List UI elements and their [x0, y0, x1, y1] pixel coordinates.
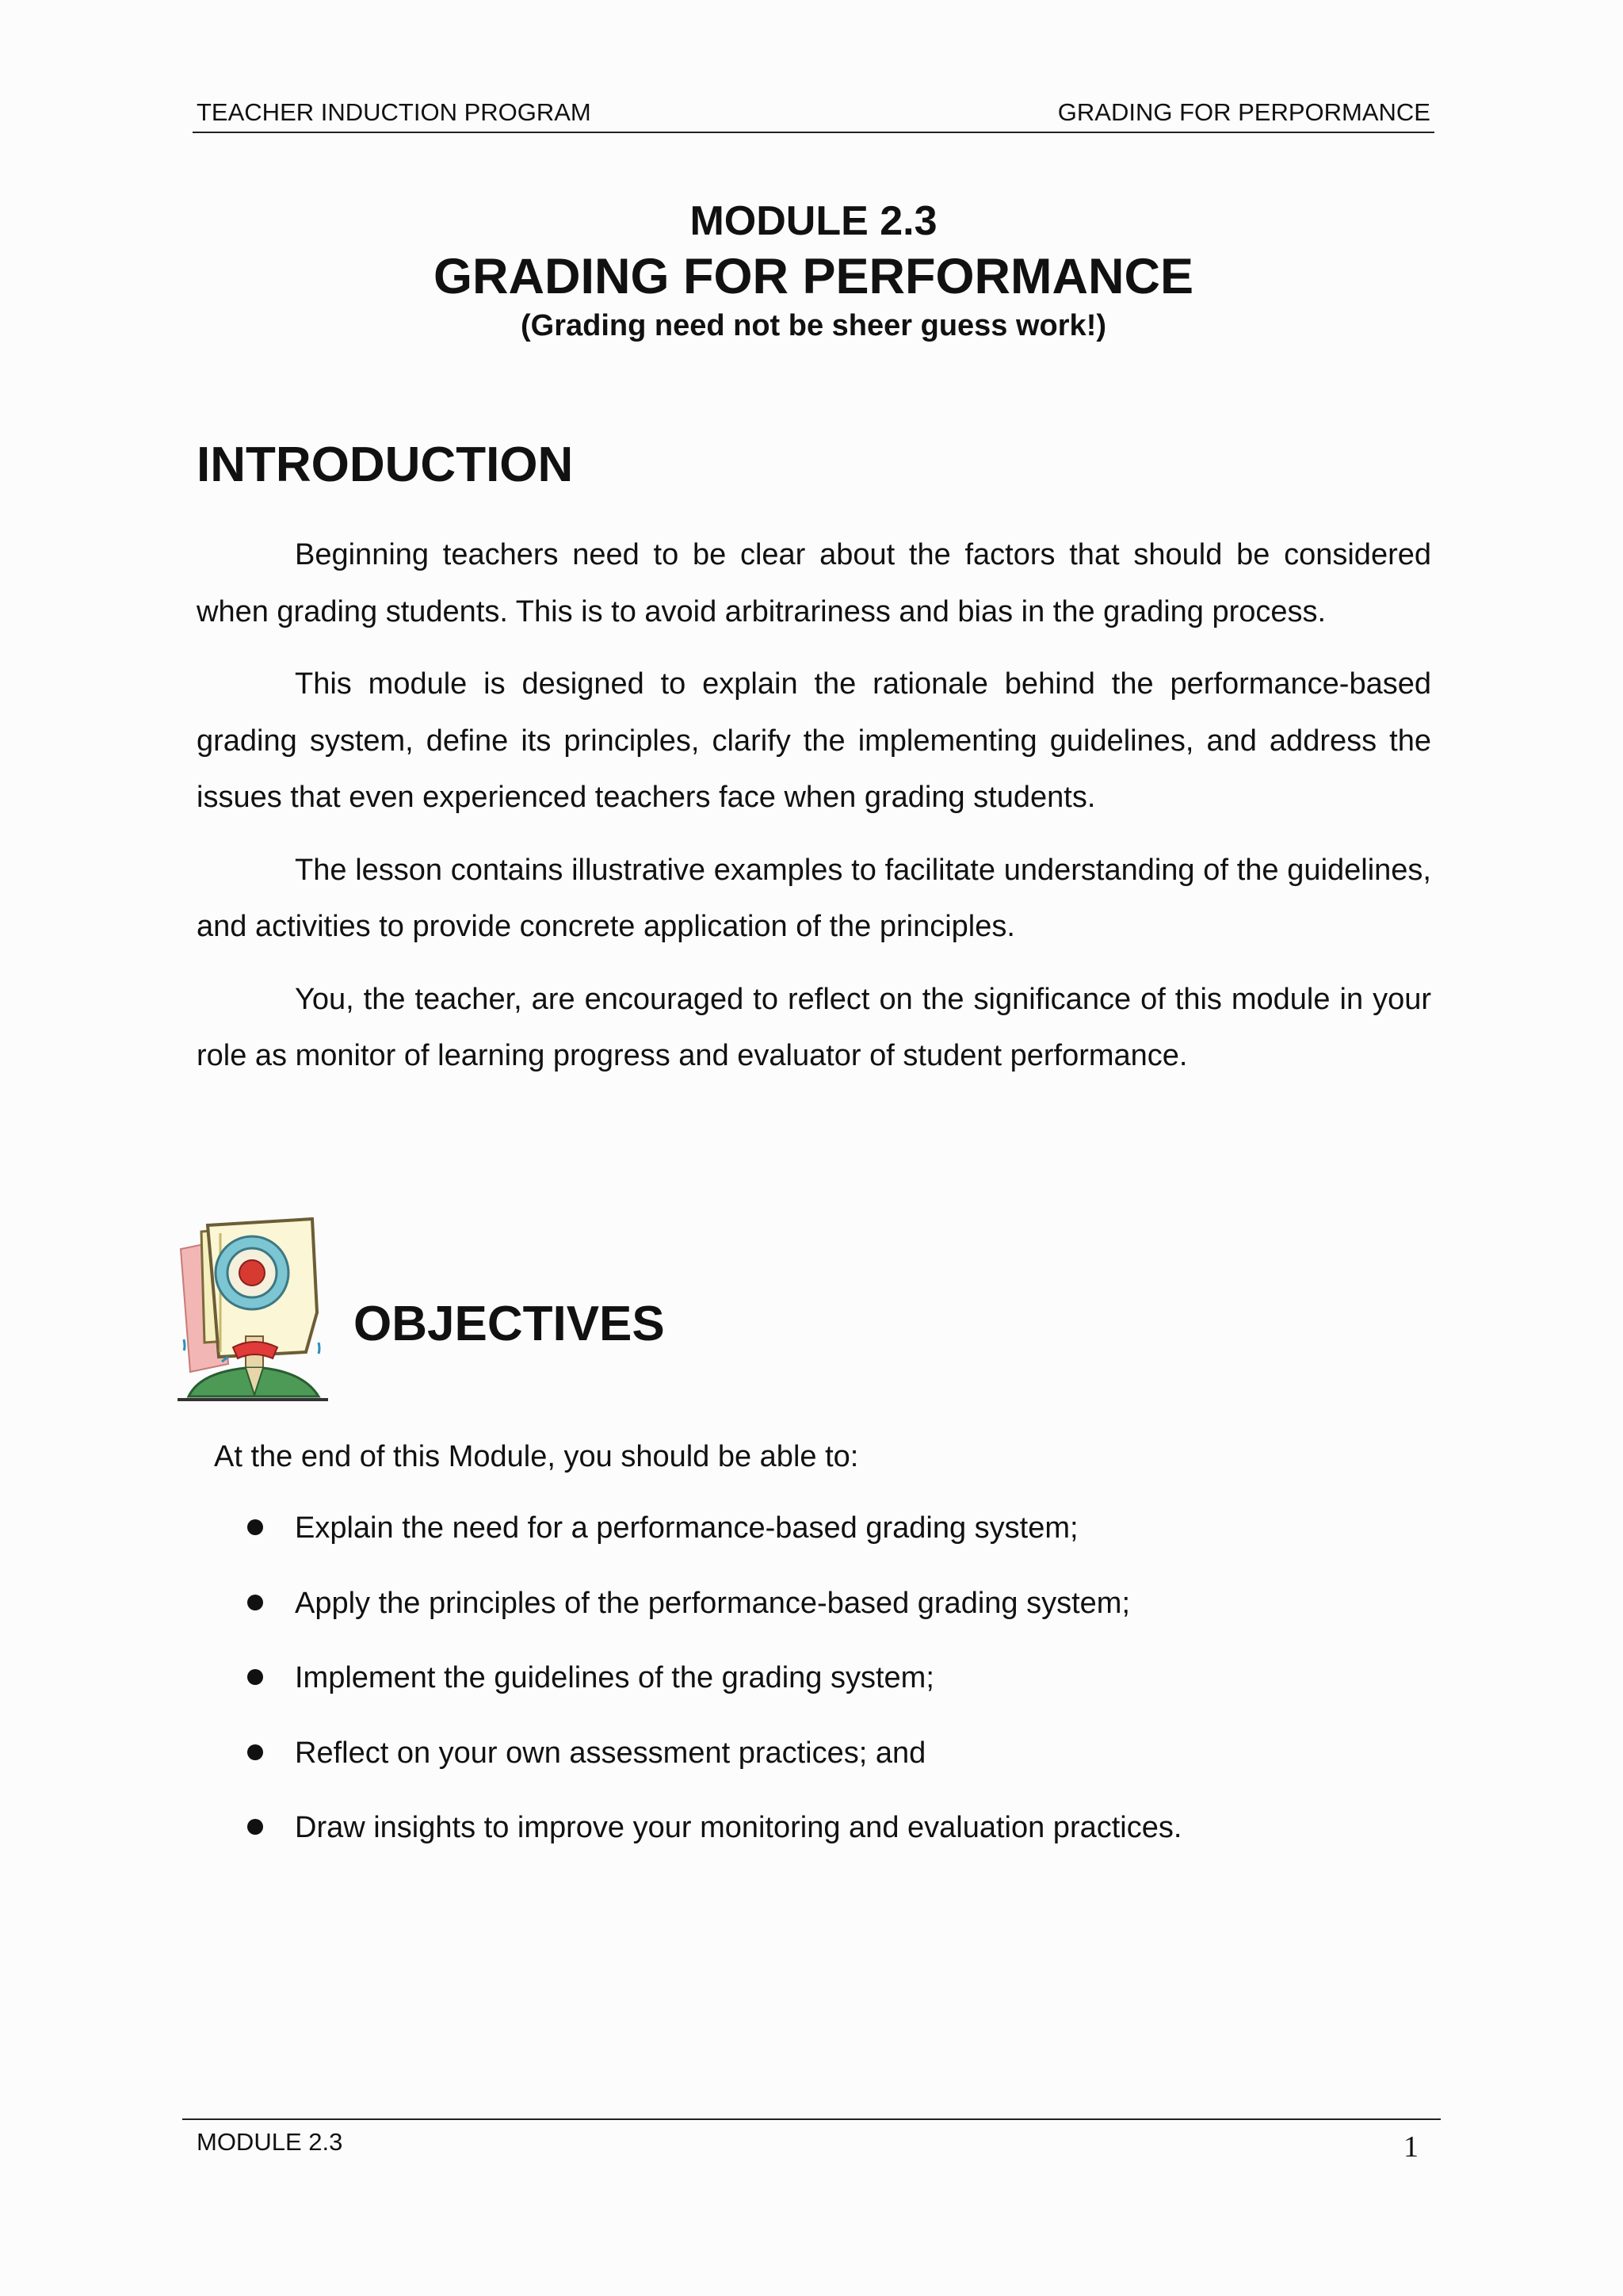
- intro-paragraph: This module is designed to explain the rationale behind the performance-based grading system, define its principles, clarify the implementing guidelines, and address the issues that even experienced teachers face when grading students.: [197, 667, 1431, 814]
- page-title: GRADING FOR PERFORMANCE: [433, 249, 1193, 304]
- objectives-intro: At the end of this Module, you should be able to:: [214, 1440, 859, 1473]
- objective-text: Implement the guidelines of the grading system;: [295, 1661, 934, 1694]
- bullet-icon: [247, 1744, 263, 1760]
- bullet-icon: [247, 1595, 263, 1610]
- list-item: [197, 1656, 1433, 1731]
- footer-module-label: MODULE 2.3: [197, 2128, 343, 2156]
- page-footer: [182, 2118, 1441, 2168]
- bullet-icon: [247, 1519, 263, 1535]
- objectives-list: [197, 1506, 1433, 1881]
- intro-paragraph: You, the teacher, are encouraged to reflect on the significance of this module in your role as monitor of learning progress and evaluator of student performance.: [197, 982, 1431, 1072]
- objective-text: Explain the need for a performance-based grading system;: [295, 1511, 1079, 1545]
- objective-text: Draw insights to improve your monitoring and evaluation practices.: [295, 1811, 1182, 1844]
- header-program-title: TEACHER INDUCTION PROGRAM: [197, 98, 591, 126]
- list-item: [197, 1506, 1433, 1581]
- objectives-heading: OBJECTIVES: [353, 1297, 665, 1351]
- list-item: [197, 1805, 1433, 1881]
- objective-text: Apply the principles of the performance-based grading system;: [295, 1586, 1130, 1620]
- list-item: [197, 1731, 1433, 1806]
- intro-paragraph: Beginning teachers need to be clear about the factors that should be considered when grading students. This is to avoid arbitrariness and bias in the grading process.: [197, 538, 1431, 628]
- page-number: 1: [1403, 2130, 1419, 2164]
- intro-paragraph: The lesson contains illustrative examples to facilitate understanding of the guidelines, and activities to provide concrete application of the principles.: [197, 853, 1431, 943]
- list-item: [197, 1581, 1433, 1656]
- introduction-heading: INTRODUCTION: [197, 437, 574, 492]
- objective-text: Reflect on your own assessment practices; and: [295, 1736, 926, 1770]
- bullet-icon: [247, 1669, 263, 1685]
- bullet-icon: [247, 1819, 263, 1835]
- blindfolded-target-clipart-icon: [173, 1217, 331, 1404]
- page-subtitle: (Grading need not be sheer guess work!): [520, 309, 1106, 342]
- page-header: [193, 97, 1434, 133]
- module-number: MODULE 2.3: [689, 198, 938, 244]
- title-block: [193, 193, 1434, 347]
- header-section-title: GRADING FOR PERPORMANCE: [1057, 98, 1430, 126]
- introduction-body: [197, 527, 1431, 1101]
